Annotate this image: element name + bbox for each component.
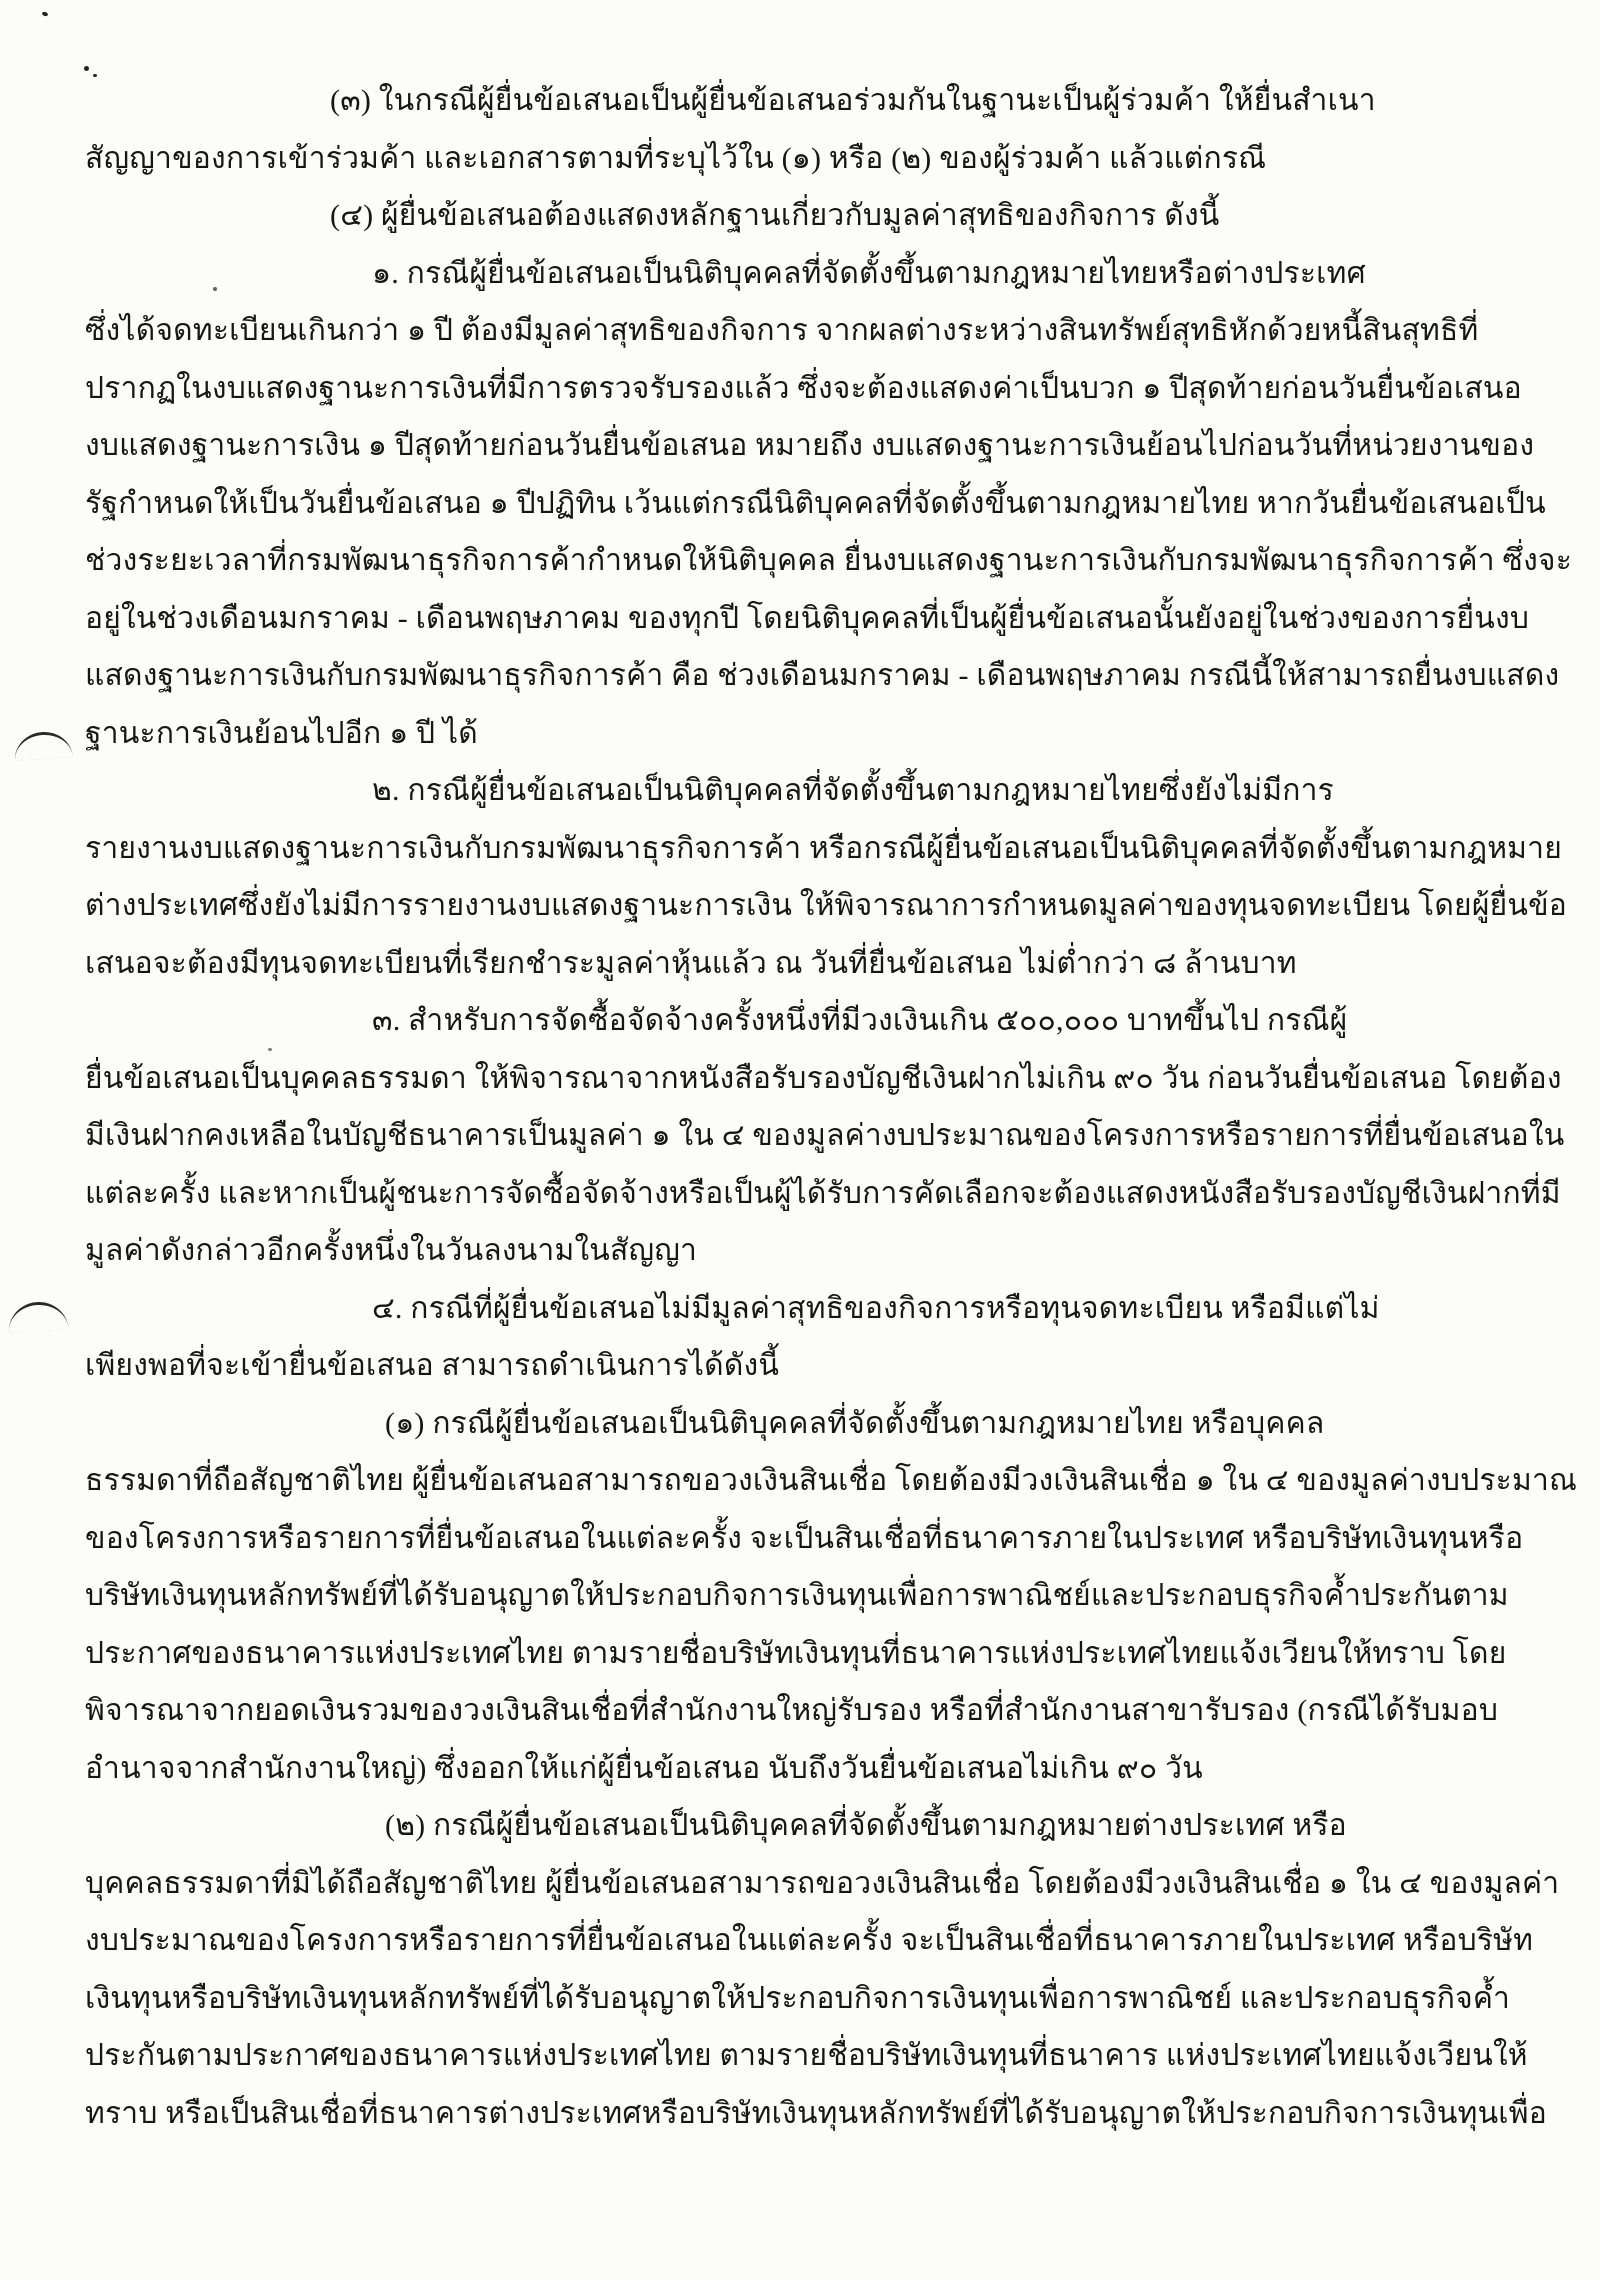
text-line: ประกาศของธนาคารแห่งประเทศไทย ตามรายชื่อบริษัทเงินทุนที่ธนาคารแห่งประเทศไทยแจ้งเวียนให้ทราบ โดย [85, 1636, 1507, 1670]
text-line: ธรรมดาที่ถือสัญชาติไทย ผู้ยื่นข้อเสนอสามารถขอวงเงินสินเชื่อ โดยต้องมีวงเงินสินเชื่อ ๑ ใน ๔ ของมูลค่างบประมาณ [85, 1464, 1578, 1497]
text-line: ทราบ หรือเป็นสินเชื่อที่ธนาคารต่างประเทศหรือบริษัทเงินทุนหลักทรัพย์ที่ได้รับอนุญาตให้ประกอบกิจการเงินทุนเพื่อ [85, 2096, 1547, 2130]
text-line: ต่างประเทศซึ่งยังไม่มีการรายงานงบแสดงฐานะการเงิน ให้พิจารณาการกำหนดมูลค่าของทุนจดทะเบียน โดยผู้ยื่นข้อ [85, 889, 1568, 922]
scan-mark-curve [7, 1300, 68, 1332]
scan-speck [84, 66, 89, 71]
text-line: แต่ละครั้ง และหากเป็นผู้ชนะการจัดซื้อจัดจ้างหรือเป็นผู้ได้รับการคัดเลือกจะต้องแสดงหนังสือรับรองบัญชีเงินฝากที่มี [85, 1176, 1561, 1210]
text-line: สัญญาของการเข้าร่วมค้า และเอกสารตามที่ระบุไว้ใน (๑) หรือ (๒) ของผู้ร่วมค้า แล้วแต่กรณี [85, 141, 1267, 175]
text-line: แสดงฐานะการเงินกับกรมพัฒนาธุรกิจการค้า คือ ช่วงเดือนมกราคม - เดือนพฤษภาคม กรณีนี้ให้สามารถยื่นงบแสดง [85, 659, 1560, 692]
text-line: งบแสดงฐานะการเงิน ๑ ปีสุดท้ายก่อนวันยื่นข้อเสนอ หมายถึง งบแสดงฐานะการเงินย้อนไปก่อนวันที่หน่วยงานของ [85, 429, 1535, 462]
text-line: ช่วงระยะเวลาที่กรมพัฒนาธุรกิจการค้ากำหนดให้นิติบุคคล ยื่นงบแสดงฐานะการเงินกับกรมพัฒนาธุรกิจการค้า ซึ่งจะ [85, 544, 1573, 577]
text-line: เงินทุนหรือบริษัทเงินทุนหลักทรัพย์ที่ได้รับอนุญาตให้ประกอบกิจการเงินทุนเพื่อการพาณิชย์ และประกอบธุรกิจค้ำ [85, 1981, 1511, 2015]
text-line: (๒) กรณีผู้ยื่นข้อเสนอเป็นนิติบุคคลที่จัดตั้งขึ้นตามกฎหมายต่างประเทศ หรือ [385, 1809, 1347, 1842]
text-line: รัฐกำหนดให้เป็นวันยื่นข้อเสนอ ๑ ปีปฏิทิน เว้นแต่กรณีนิติบุคคลที่จัดตั้งขึ้นตามกฎหมายไทย หากวันยื่นข้อเสนอเป็น [85, 486, 1546, 520]
text-line: รายงานงบแสดงฐานะการเงินกับกรมพัฒนาธุรกิจการค้า หรือกรณีผู้ยื่นข้อเสนอเป็นนิติบุคคลที่จัดตั้งขึ้นตามกฎหมาย [85, 831, 1562, 865]
text-line: ปรากฏในงบแสดงฐานะการเงินที่มีการตรวจรับรองแล้ว ซึ่งจะต้องแสดงค่าเป็นบวก ๑ ปีสุดท้ายก่อนวันยื่นข้อเสนอ [85, 371, 1522, 405]
scan-speck [41, 11, 48, 17]
text-line: (๑) กรณีผู้ยื่นข้อเสนอเป็นนิติบุคคลที่จัดตั้งขึ้นตามกฎหมายไทย หรือบุคคล [385, 1406, 1325, 1440]
text-line: ๔. กรณีที่ผู้ยื่นข้อเสนอไม่มีมูลค่าสุทธิของกิจการหรือทุนจดทะเบียน หรือมีแต่ไม่ [372, 1291, 1380, 1325]
text-line: งบประมาณของโครงการหรือรายการที่ยื่นข้อเสนอในแต่ละครั้ง จะเป็นสินเชื่อที่ธนาคารภายในประเทศ หรือบริษัท [85, 1924, 1534, 1957]
text-line: ประกันตามประกาศของธนาคารแห่งประเทศไทย ตามรายชื่อบริษัทเงินทุนที่ธนาคาร แห่งประเทศไทยแจ้งเวียนให้ [85, 2039, 1528, 2072]
text-line: บุคคลธรรมดาที่มิได้ถือสัญชาติไทย ผู้ยื่นข้อเสนอสามารถขอวงเงินสินเชื่อ โดยต้องมีวงเงินสินเชื่อ ๑ ใน ๔ ของมูลค่า [85, 1866, 1560, 1900]
text-line: เพียงพอที่จะเข้ายื่นข้อเสนอ สามารถดำเนินการได้ดังนี้ [85, 1349, 780, 1382]
text-line: ฐานะการเงินย้อนไปอีก ๑ ปี ได้ [85, 716, 478, 750]
text-line: ยื่นข้อเสนอเป็นบุคคลธรรมดา ให้พิจารณาจากหนังสือรับรองบัญชีเงินฝากไม่เกิน ๙๐ วัน ก่อนวันยื่นข้อเสนอ โดยต้อง [85, 1061, 1562, 1095]
text-line: เสนอจะต้องมีทุนจดทะเบียนที่เรียกชำระมูลค่าหุ้นแล้ว ณ วันที่ยื่นข้อเสนอ ไม่ต่ำกว่า ๘ ล้านบาท [85, 946, 1297, 980]
text-line: บริษัทเงินทุนหลักทรัพย์ที่ได้รับอนุญาตให้ประกอบกิจการเงินทุนเพื่อการพาณิชย์และประกอบธุรกิจค้ำประกันตาม [85, 1579, 1509, 1612]
document-text [85, 72, 1578, 2142]
text-line: อยู่ในช่วงเดือนมกราคม - เดือนพฤษภาคม ของทุกปี โดยนิติบุคคลที่เป็นผู้ยื่นข้อเสนอนั้นยังอยู่ในช่วงของการยื่นงบ [85, 601, 1530, 635]
text-line: ๒. กรณีผู้ยื่นข้อเสนอเป็นนิติบุคคลที่จัดตั้งขึ้นตามกฎหมายไทยซึ่งยังไม่มีการ [372, 774, 1334, 807]
text-line: (๓) ในกรณีผู้ยื่นข้อเสนอเป็นผู้ยื่นข้อเสนอร่วมกันในฐานะเป็นผู้ร่วมค้า ให้ยื่นสำเนา [330, 84, 1376, 117]
scan-mark-curve [13, 730, 73, 761]
text-line: อำนาจจากสำนักงานใหญ่) ซึ่งออกให้แก่ผู้ยื่นข้อเสนอ นับถึงวันยื่นข้อเสนอไม่เกิน ๙๐ วัน [85, 1751, 1203, 1785]
text-line: ๑. กรณีผู้ยื่นข้อเสนอเป็นนิติบุคคลที่จัดตั้งขึ้นตามกฎหมายไทยหรือต่างประเทศ [372, 256, 1366, 290]
text-line: ของโครงการหรือรายการที่ยื่นข้อเสนอในแต่ละครั้ง จะเป็นสินเชื่อที่ธนาคารภายในประเทศ หรือบริษัทเงินทุนหรือ [85, 1521, 1524, 1555]
text-line: (๔) ผู้ยื่นข้อเสนอต้องแสดงหลักฐานเกี่ยวกับมูลค่าสุทธิของกิจการ ดังนี้ [330, 199, 1220, 232]
text-line: มีเงินฝากคงเหลือในบัญชีธนาคารเป็นมูลค่า ๑ ใน ๔ ของมูลค่างบประมาณของโครงการหรือรายการที่ยื่นข้อเสนอใน [85, 1119, 1565, 1152]
text-line: พิจารณาจากยอดเงินรวมของวงเงินสินเชื่อที่สำนักงานใหญ่รับรอง หรือที่สำนักงานสาขารับรอง (กรณีได้รับมอบ [85, 1694, 1499, 1727]
text-line: ๓. สำหรับการจัดซื้อจัดจ้างครั้งหนึ่งที่มีวงเงินเกิน ๕๐๐,๐๐๐ บาทขึ้นไป กรณีผู้ [372, 1004, 1348, 1037]
text-line: มูลค่าดังกล่าวอีกครั้งหนึ่งในวันลงนามในสัญญา [85, 1234, 698, 1267]
text-line: ซึ่งได้จดทะเบียนเกินกว่า ๑ ปี ต้องมีมูลค่าสุทธิของกิจการ จากผลต่างระหว่างสินทรัพย์สุทธิหักด้วยหนี้สินสุทธิที่ [85, 314, 1479, 347]
